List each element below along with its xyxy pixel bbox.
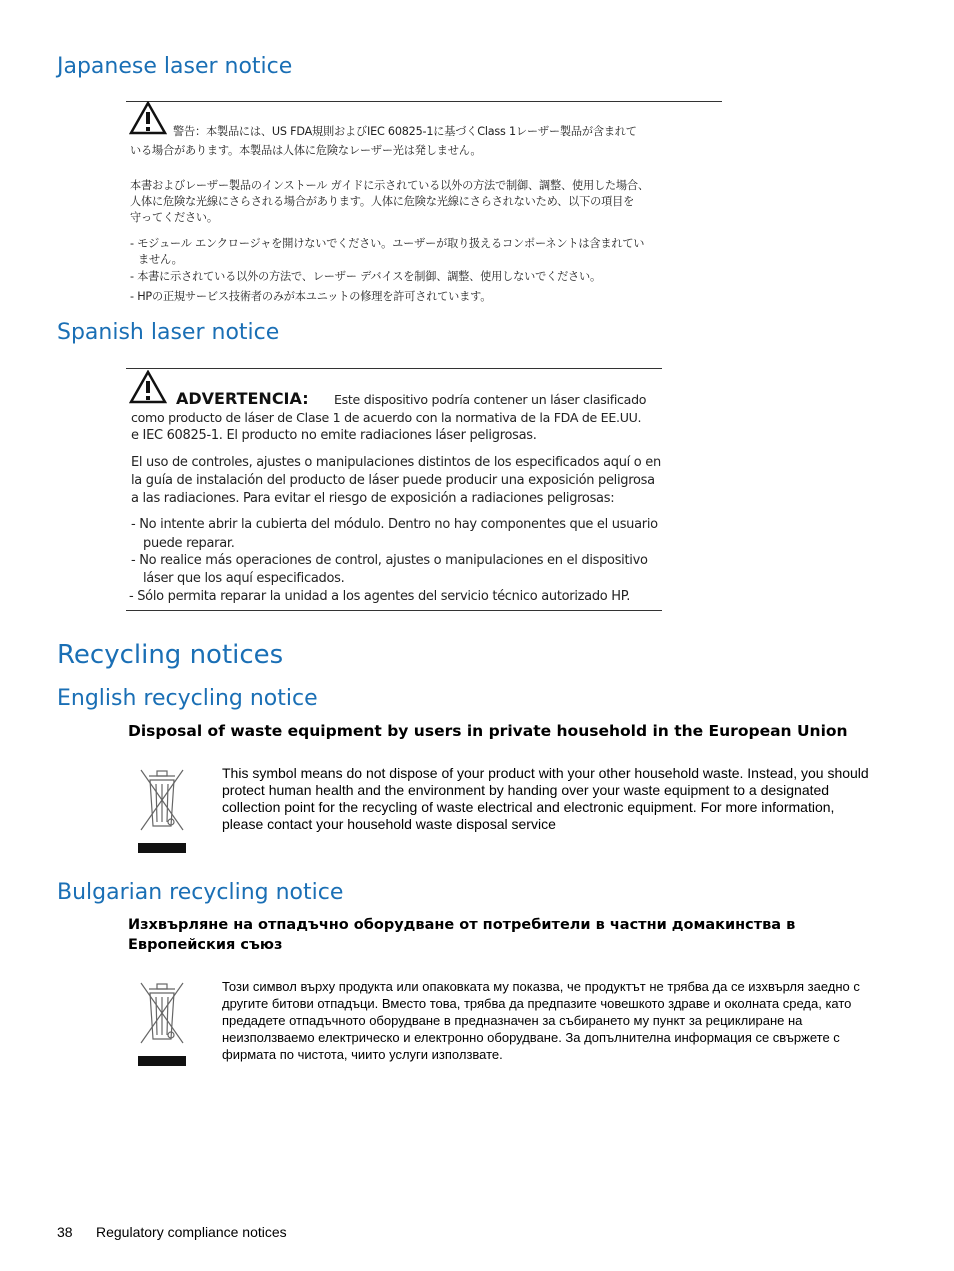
english-recycling-heading: English recycling notice [57,686,318,711]
es-warning-line3: e IEC 60825-1. El producto no emite radiaciones láser peligrosas. [131,428,537,443]
notice-top-rule [126,368,662,369]
footer-section-title: Regulatory compliance notices [96,1224,287,1240]
es-warning-line1: Este dispositivo podría contener un láser clasificado [334,392,647,407]
weee-crossed-bin-icon [137,766,187,854]
jp-para-line2: 人体に危険な光線にさらされる場合があります。人体に危険な光線にさらされないため、以下の項目を [130,195,635,208]
notice-bottom-rule [126,610,662,611]
jp-bullet1-line2: ません。 [138,253,183,266]
jp-para-line1: 本書およびレーザー製品のインストール ガイドに示されている以外の方法で制御、調整、使用した場合、 [130,179,649,192]
es-warning-label: ADVERTENCIA: [176,389,309,408]
page-number: 38 [57,1224,73,1240]
english-recycling-body: This symbol means do not dispose of your product with your other household waste. Instead, you should protect human health and the environment by handing over your waste equipment to a designated collection point for the recycling of waste electrical and electronic equipment. For more information, please contact your household waste disposal service [222,765,869,832]
es-para-line2: la guía de instalación del producto de láser puede producir una exposición peligrosa [131,473,655,488]
weee-crossed-bin-icon [137,979,187,1067]
es-bullet1-line2: puede reparar. [143,536,235,551]
es-bullet2-line2: láser que los aquí especificados. [143,571,345,586]
bulgarian-recycling-body: Този символ върху продукта или опаковката му показва, че продуктът не трябва да се изхвърля заедно с другите битови отпадъци. Вместо това, трябва да предпазите човешкото здраве и околната среда, като предадете отпадъчното оборудване в предназначен за събирането му пункт за рециклиране на неизползваемо електрическо и електронно оборудване. За допълнителна информация се свържете с фирмата по чистота, чиито услуги използвате. [222,979,860,1062]
jp-para-line3: 守ってください。 [130,211,218,224]
warning-triangle-icon [129,370,167,404]
es-para-line3: a las radiaciones. Para evitar el riesgo de exposición a radiaciones peligrosas: [131,491,615,506]
bulgarian-recycling-heading: Bulgarian recycling notice [57,880,344,905]
jp-warning-line1: 警告：本製品には、US FDA規則およびIEC 60825-1に基づくClass 1レーザー製品が含まれて [173,125,637,138]
notice-top-rule [126,101,722,102]
es-bullet2-line1: - No realice más operaciones de control, ajustes o manipulaciones en el dispositivo [131,553,648,568]
japanese-laser-heading: Japanese laser notice [57,54,293,79]
english-recycling-subheading: Disposal of waste equipment by users in private household in the European Union [128,722,848,740]
jp-warning-line2: いる場合があります。本製品は人体に危険なレーザー光は発しません。 [130,144,482,157]
jp-bullet1-line1: - モジュール エンクロージャを開けないでください。ユーザーが取り扱えるコンポーネントは含まれてい [130,237,645,250]
spanish-laser-heading: Spanish laser notice [57,320,280,345]
jp-bullet2: - 本書に示されている以外の方法で、レーザー デバイスを制御、調整、使用しないでください。 [130,270,602,283]
es-warning-line2: como producto de láser de Clase 1 de acuerdo con la normativa de la FDA de EE.UU. [131,410,642,425]
recycling-notices-heading: Recycling notices [57,640,284,670]
warning-triangle-icon [129,101,167,135]
es-bullet1-line1: - No intente abrir la cubierta del módulo. Dentro no hay componentes que el usuario [131,517,658,532]
jp-bullet3: - HPの正規サービス技術者のみが本ユニットの修理を許可されています。 [130,290,492,303]
bulgarian-recycling-subheading: Изхвърляне на отпадъчно оборудване от потребители в частни домакинства в Европейския съюз [128,917,796,953]
es-bullet3: - Sólo permita reparar la unidad a los agentes del servicio técnico autorizado HP. [129,589,631,604]
es-para-line1: El uso de controles, ajustes o manipulaciones distintos de los especificados aquí o en [131,455,661,470]
